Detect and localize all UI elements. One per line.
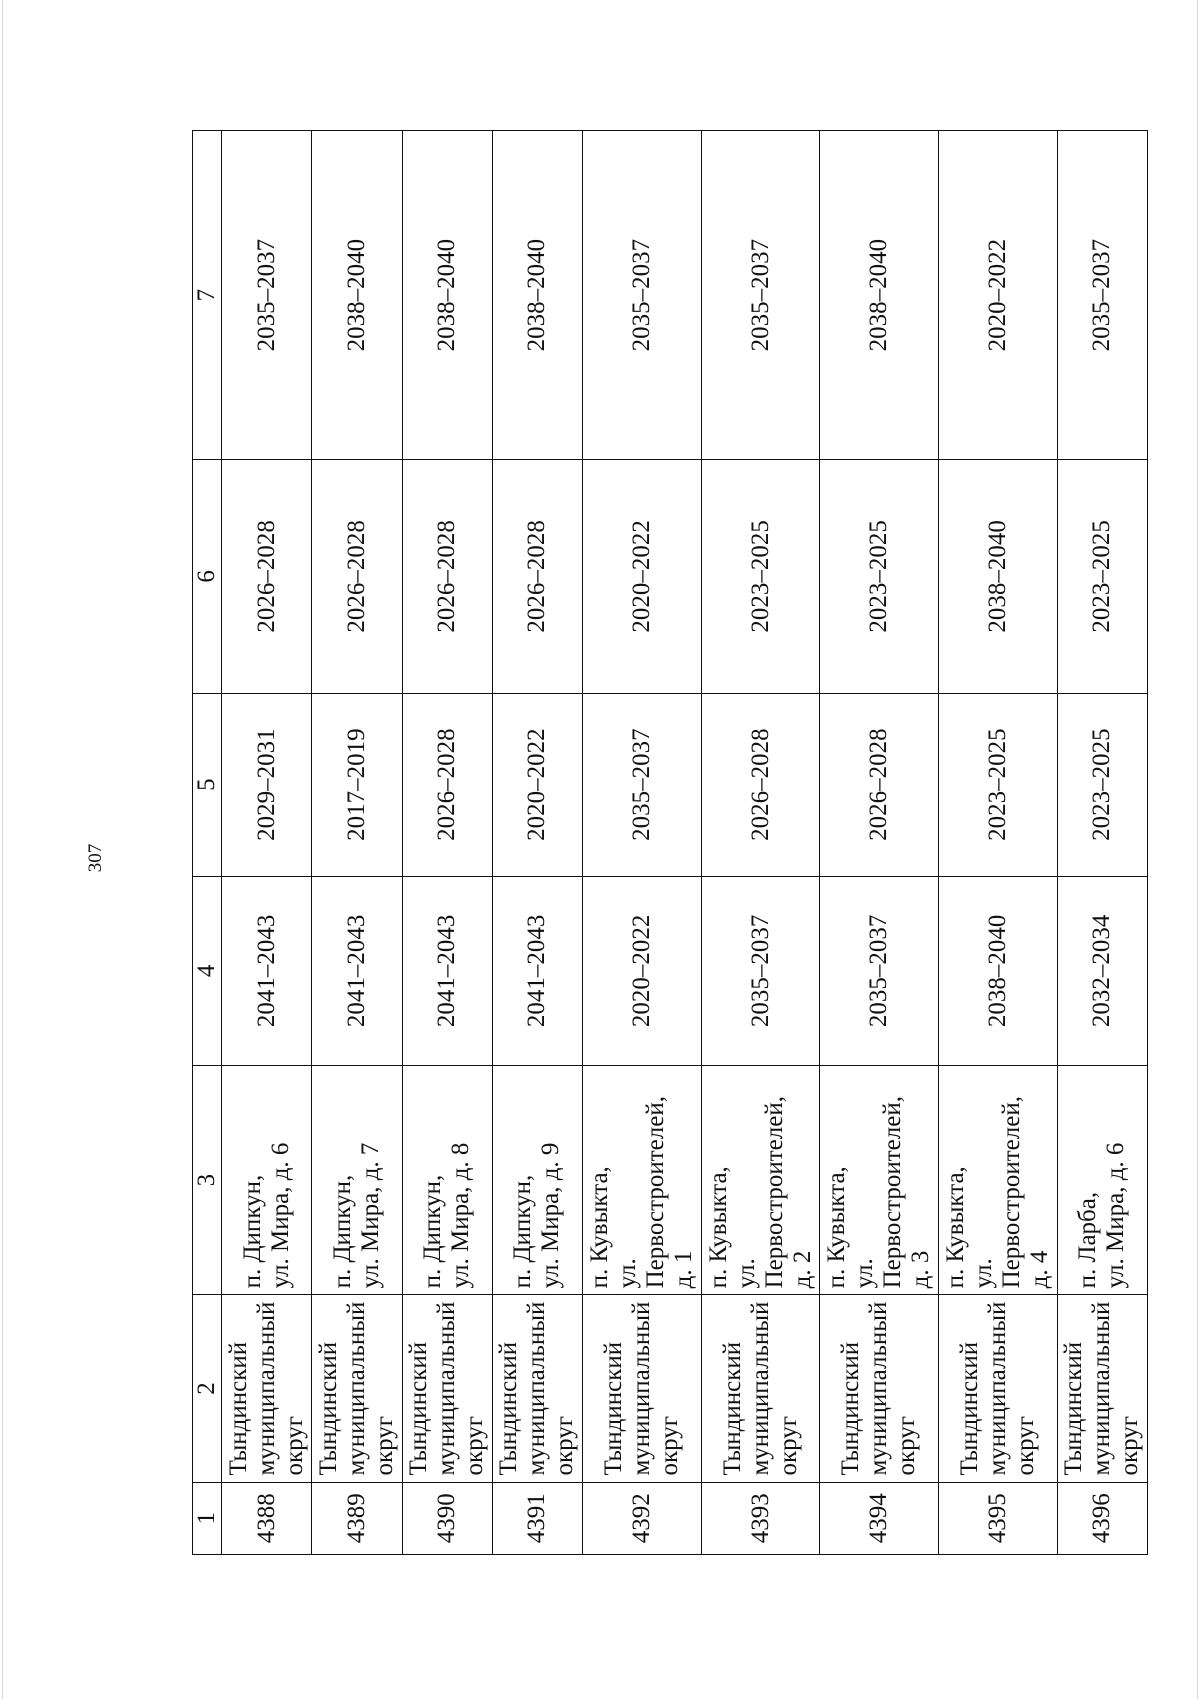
address-cell (222, 1065, 312, 1294)
column-header: 6 (193, 460, 222, 693)
period-cell-c6: 2020–2022 (583, 460, 702, 693)
period-cell-c4: 2041–2043 (492, 876, 582, 1065)
district-line: муниципальный (627, 1301, 655, 1476)
address-line: п. Дипкун, (419, 1174, 447, 1289)
period-cell-c4: 2041–2043 (312, 876, 402, 1065)
period-cell-c5: 2017–2019 (312, 693, 402, 876)
period-cell-c5: 2026–2028 (701, 693, 820, 876)
district-line: Тындинский (955, 1341, 983, 1476)
column-header: 3 (193, 1065, 222, 1294)
period-cell-c7: 2035–2037 (701, 131, 820, 460)
period-cell-c7: 2038–2040 (492, 131, 582, 460)
address-line: ул. Первостроителей, (732, 1096, 788, 1289)
table-row (312, 131, 402, 1555)
district-line: Тындинский (495, 1341, 523, 1476)
address-line: п. Кувыкта, (941, 1166, 969, 1289)
district-line: муниципальный (983, 1301, 1011, 1476)
address-line: д. 3 (907, 1250, 935, 1289)
period-cell-c4: 2035–2037 (820, 876, 939, 1065)
period-cell-c6: 2026–2028 (402, 460, 492, 693)
table-row (402, 131, 492, 1555)
table-body (222, 131, 1148, 1555)
period-cell-c6: 2023–2025 (820, 460, 939, 693)
period-cell-c4: 2038–2040 (939, 876, 1058, 1065)
district-line: округ (280, 1415, 308, 1476)
address-cell (312, 1065, 402, 1294)
table-row (1057, 131, 1147, 1555)
address-line: д. 2 (788, 1250, 816, 1289)
address-line: п. Кувыкта, (585, 1166, 613, 1289)
address-line: д. 4 (1025, 1250, 1053, 1289)
column-header: 7 (193, 131, 222, 460)
district-line: муниципальный (252, 1301, 280, 1476)
column-header: 4 (193, 876, 222, 1065)
address-line: п. Дипкун, (238, 1174, 266, 1289)
district-line: муниципальный (1088, 1301, 1116, 1476)
row-number: 4396 (1057, 1482, 1147, 1554)
row-number: 4391 (492, 1482, 582, 1554)
address-line: д. 1 (669, 1250, 697, 1289)
district-line: муниципальный (342, 1301, 370, 1476)
row-number: 4393 (701, 1482, 820, 1554)
period-cell-c6: 2026–2028 (312, 460, 402, 693)
period-cell-c4: 2041–2043 (402, 876, 492, 1065)
address-line: ул. Мира, д. 6 (266, 1142, 294, 1289)
district-line: округ (655, 1415, 683, 1476)
row-number: 4395 (939, 1482, 1058, 1554)
district-cell (939, 1295, 1058, 1482)
address-line: п. Кувыкта, (704, 1166, 732, 1289)
address-cell (402, 1065, 492, 1294)
address-line: ул. Мира, д. 6 (1102, 1142, 1130, 1289)
period-cell-c5: 2035–2037 (583, 693, 702, 876)
registry-table (192, 130, 1148, 1555)
period-cell-c7: 2038–2040 (402, 131, 492, 460)
table-row (583, 131, 702, 1555)
period-cell-c6: 2026–2028 (492, 460, 582, 693)
district-line: Тындинский (405, 1341, 433, 1476)
table-row (820, 131, 939, 1555)
period-cell-c7: 2035–2037 (583, 131, 702, 460)
address-cell (583, 1065, 702, 1294)
table-row (222, 131, 312, 1555)
period-cell-c6: 2023–2025 (701, 460, 820, 693)
district-line: муниципальный (746, 1301, 774, 1476)
column-header: 5 (193, 693, 222, 876)
district-line: округ (551, 1415, 579, 1476)
address-cell (939, 1065, 1058, 1294)
period-cell-c7: 2038–2040 (820, 131, 939, 460)
district-line: Тындинский (599, 1341, 627, 1476)
address-line: п. Дипкун, (328, 1174, 356, 1289)
district-line: Тындинский (1060, 1341, 1088, 1476)
district-cell (312, 1295, 402, 1482)
district-line: Тындинский (837, 1341, 865, 1476)
period-cell-c4: 2035–2037 (701, 876, 820, 1065)
district-cell (492, 1295, 582, 1482)
period-cell-c7: 2035–2037 (222, 131, 312, 460)
scan-edge-right (1197, 0, 1198, 1699)
district-line: округ (893, 1415, 921, 1476)
address-line: ул. Первостроителей, (969, 1096, 1025, 1289)
district-line: муниципальный (433, 1301, 461, 1476)
row-number: 4389 (312, 1482, 402, 1554)
district-line: Тындинский (224, 1341, 252, 1476)
period-cell-c7: 2038–2040 (312, 131, 402, 460)
period-cell-c6: 2023–2025 (1057, 460, 1147, 693)
district-line: округ (1011, 1415, 1039, 1476)
period-cell-c4: 2041–2043 (222, 876, 312, 1065)
address-line: ул. Мира, д. 9 (537, 1142, 565, 1289)
period-cell-c4: 2032–2034 (1057, 876, 1147, 1065)
district-line: Тындинский (718, 1341, 746, 1476)
period-cell-c5: 2023–2025 (1057, 693, 1147, 876)
period-cell-c5: 2020–2022 (492, 693, 582, 876)
page-number: 307 (85, 843, 106, 873)
district-cell (820, 1295, 939, 1482)
address-line: п. Дипкун, (509, 1174, 537, 1289)
district-line: округ (461, 1415, 489, 1476)
period-cell-c7: 2020–2022 (939, 131, 1058, 460)
row-number: 4390 (402, 1482, 492, 1554)
address-line: ул. Мира, д. 7 (356, 1142, 384, 1289)
district-cell (222, 1295, 312, 1482)
district-line: муниципальный (523, 1301, 551, 1476)
district-line: округ (774, 1415, 802, 1476)
period-cell-c4: 2020–2022 (583, 876, 702, 1065)
address-cell (701, 1065, 820, 1294)
table-row (701, 131, 820, 1555)
address-line: ул. Первостроителей, (851, 1096, 907, 1289)
district-cell (583, 1295, 702, 1482)
address-cell (820, 1065, 939, 1294)
period-cell-c5: 2026–2028 (820, 693, 939, 876)
district-line: округ (1116, 1415, 1144, 1476)
district-line: округ (370, 1415, 398, 1476)
address-line: п. Ларба, (1074, 1191, 1102, 1289)
period-cell-c5: 2029–2031 (222, 693, 312, 876)
table-row (939, 131, 1058, 1555)
table-container (192, 130, 1148, 1555)
district-cell (402, 1295, 492, 1482)
address-cell (492, 1065, 582, 1294)
period-cell-c6: 2038–2040 (939, 460, 1058, 693)
period-cell-c6: 2026–2028 (222, 460, 312, 693)
period-cell-c5: 2023–2025 (939, 693, 1058, 876)
district-line: муниципальный (865, 1301, 893, 1476)
row-number: 4388 (222, 1482, 312, 1554)
address-line: ул. Мира, д. 8 (447, 1142, 475, 1289)
table-row (492, 131, 582, 1555)
column-header: 1 (193, 1482, 222, 1554)
period-cell-c5: 2026–2028 (402, 693, 492, 876)
district-line: Тындинский (314, 1341, 342, 1476)
row-number: 4394 (820, 1482, 939, 1554)
period-cell-c7: 2035–2037 (1057, 131, 1147, 460)
district-cell (701, 1295, 820, 1482)
header-row (193, 131, 222, 1555)
column-header: 2 (193, 1295, 222, 1482)
district-cell (1057, 1295, 1147, 1482)
address-cell (1057, 1065, 1147, 1294)
scan-edge-left (2, 0, 3, 1699)
row-number: 4392 (583, 1482, 702, 1554)
address-line: ул. Первостроителей, (613, 1096, 669, 1289)
address-line: п. Кувыкта, (823, 1166, 851, 1289)
